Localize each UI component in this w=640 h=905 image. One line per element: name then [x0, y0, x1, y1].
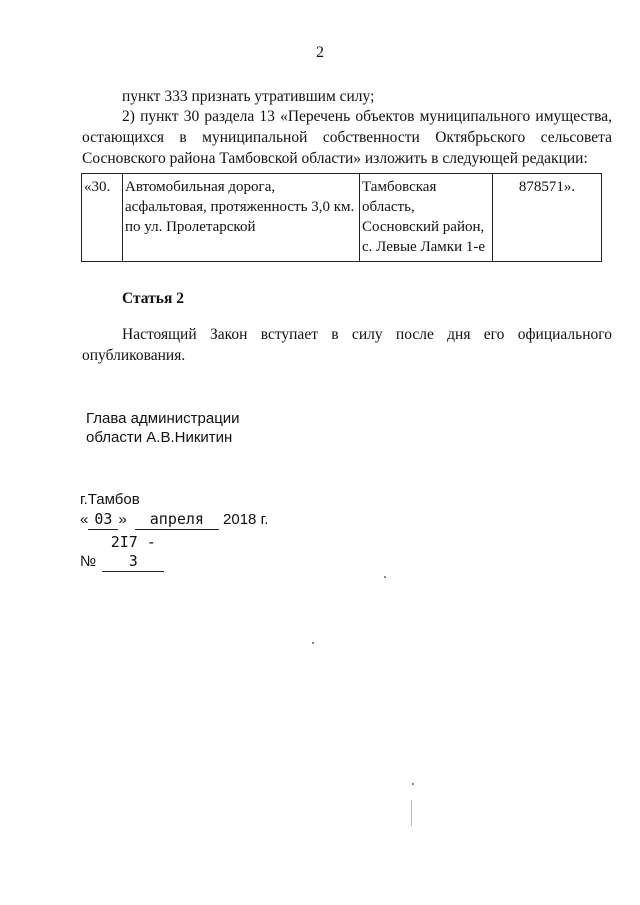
scan-speck — [384, 576, 386, 578]
object-name-line: асфальтовая, протяженность 3,0 км. — [125, 199, 355, 215]
article-heading: Статья 2 — [122, 290, 184, 307]
cell-object-name — [123, 174, 360, 262]
paragraph-2-line-3: Сосновского района Тамбовской области» изложить в следующей редакции: — [82, 150, 588, 167]
article-text — [82, 324, 612, 366]
address-line: область, — [362, 199, 415, 215]
document-number-line — [80, 533, 268, 572]
article-text-line-2: опубликования. — [82, 347, 186, 364]
table-row — [82, 174, 602, 262]
signature-block — [86, 409, 240, 447]
cell-address — [360, 174, 493, 262]
scan-mark — [411, 800, 412, 826]
paragraph-2 — [82, 106, 612, 169]
scan-speck — [412, 783, 414, 785]
address-line: Сосновский район, — [362, 219, 485, 235]
scan-speck — [312, 642, 314, 644]
date-month: апреля — [135, 510, 219, 530]
object-name-line: по ул. Пролетарской — [125, 219, 256, 235]
address-line: с. Левые Ламки 1-е — [362, 239, 485, 255]
signature-name: области А.В.Никитин — [86, 429, 233, 446]
property-table — [81, 173, 602, 262]
page-number: 2 — [316, 44, 324, 61]
date-line — [80, 510, 268, 530]
article-text-line-1: Настоящий Закон вступает в силу после дня его официального — [122, 326, 612, 343]
quote-open: « — [80, 511, 89, 528]
signature-title: Глава администрации — [86, 410, 240, 427]
number-prefix: № — [80, 553, 97, 570]
city: г.Тамбов — [80, 491, 140, 508]
paragraph-1: пункт 333 признать утратившим силу; — [122, 88, 375, 105]
object-name-line: Автомобильная дорога, — [125, 179, 276, 195]
paragraph-2-line-1: 2) пункт 30 раздела 13 «Перечень объектов муниципального имущества, — [122, 108, 612, 125]
cell-value: 878571». — [493, 174, 602, 262]
cell-number: «30. — [82, 174, 123, 262]
document-number: 2I7 - 3 — [102, 533, 164, 572]
date-day: 03 — [88, 510, 118, 530]
paragraph-2-line-2: остающихся в муниципальной собственности Октябрьского сельсовета — [82, 129, 612, 146]
quote-close: » — [118, 511, 127, 528]
place-date-block — [80, 490, 268, 572]
date-year: 2018 г. — [223, 511, 269, 528]
address-line: Тамбовская — [362, 179, 437, 195]
